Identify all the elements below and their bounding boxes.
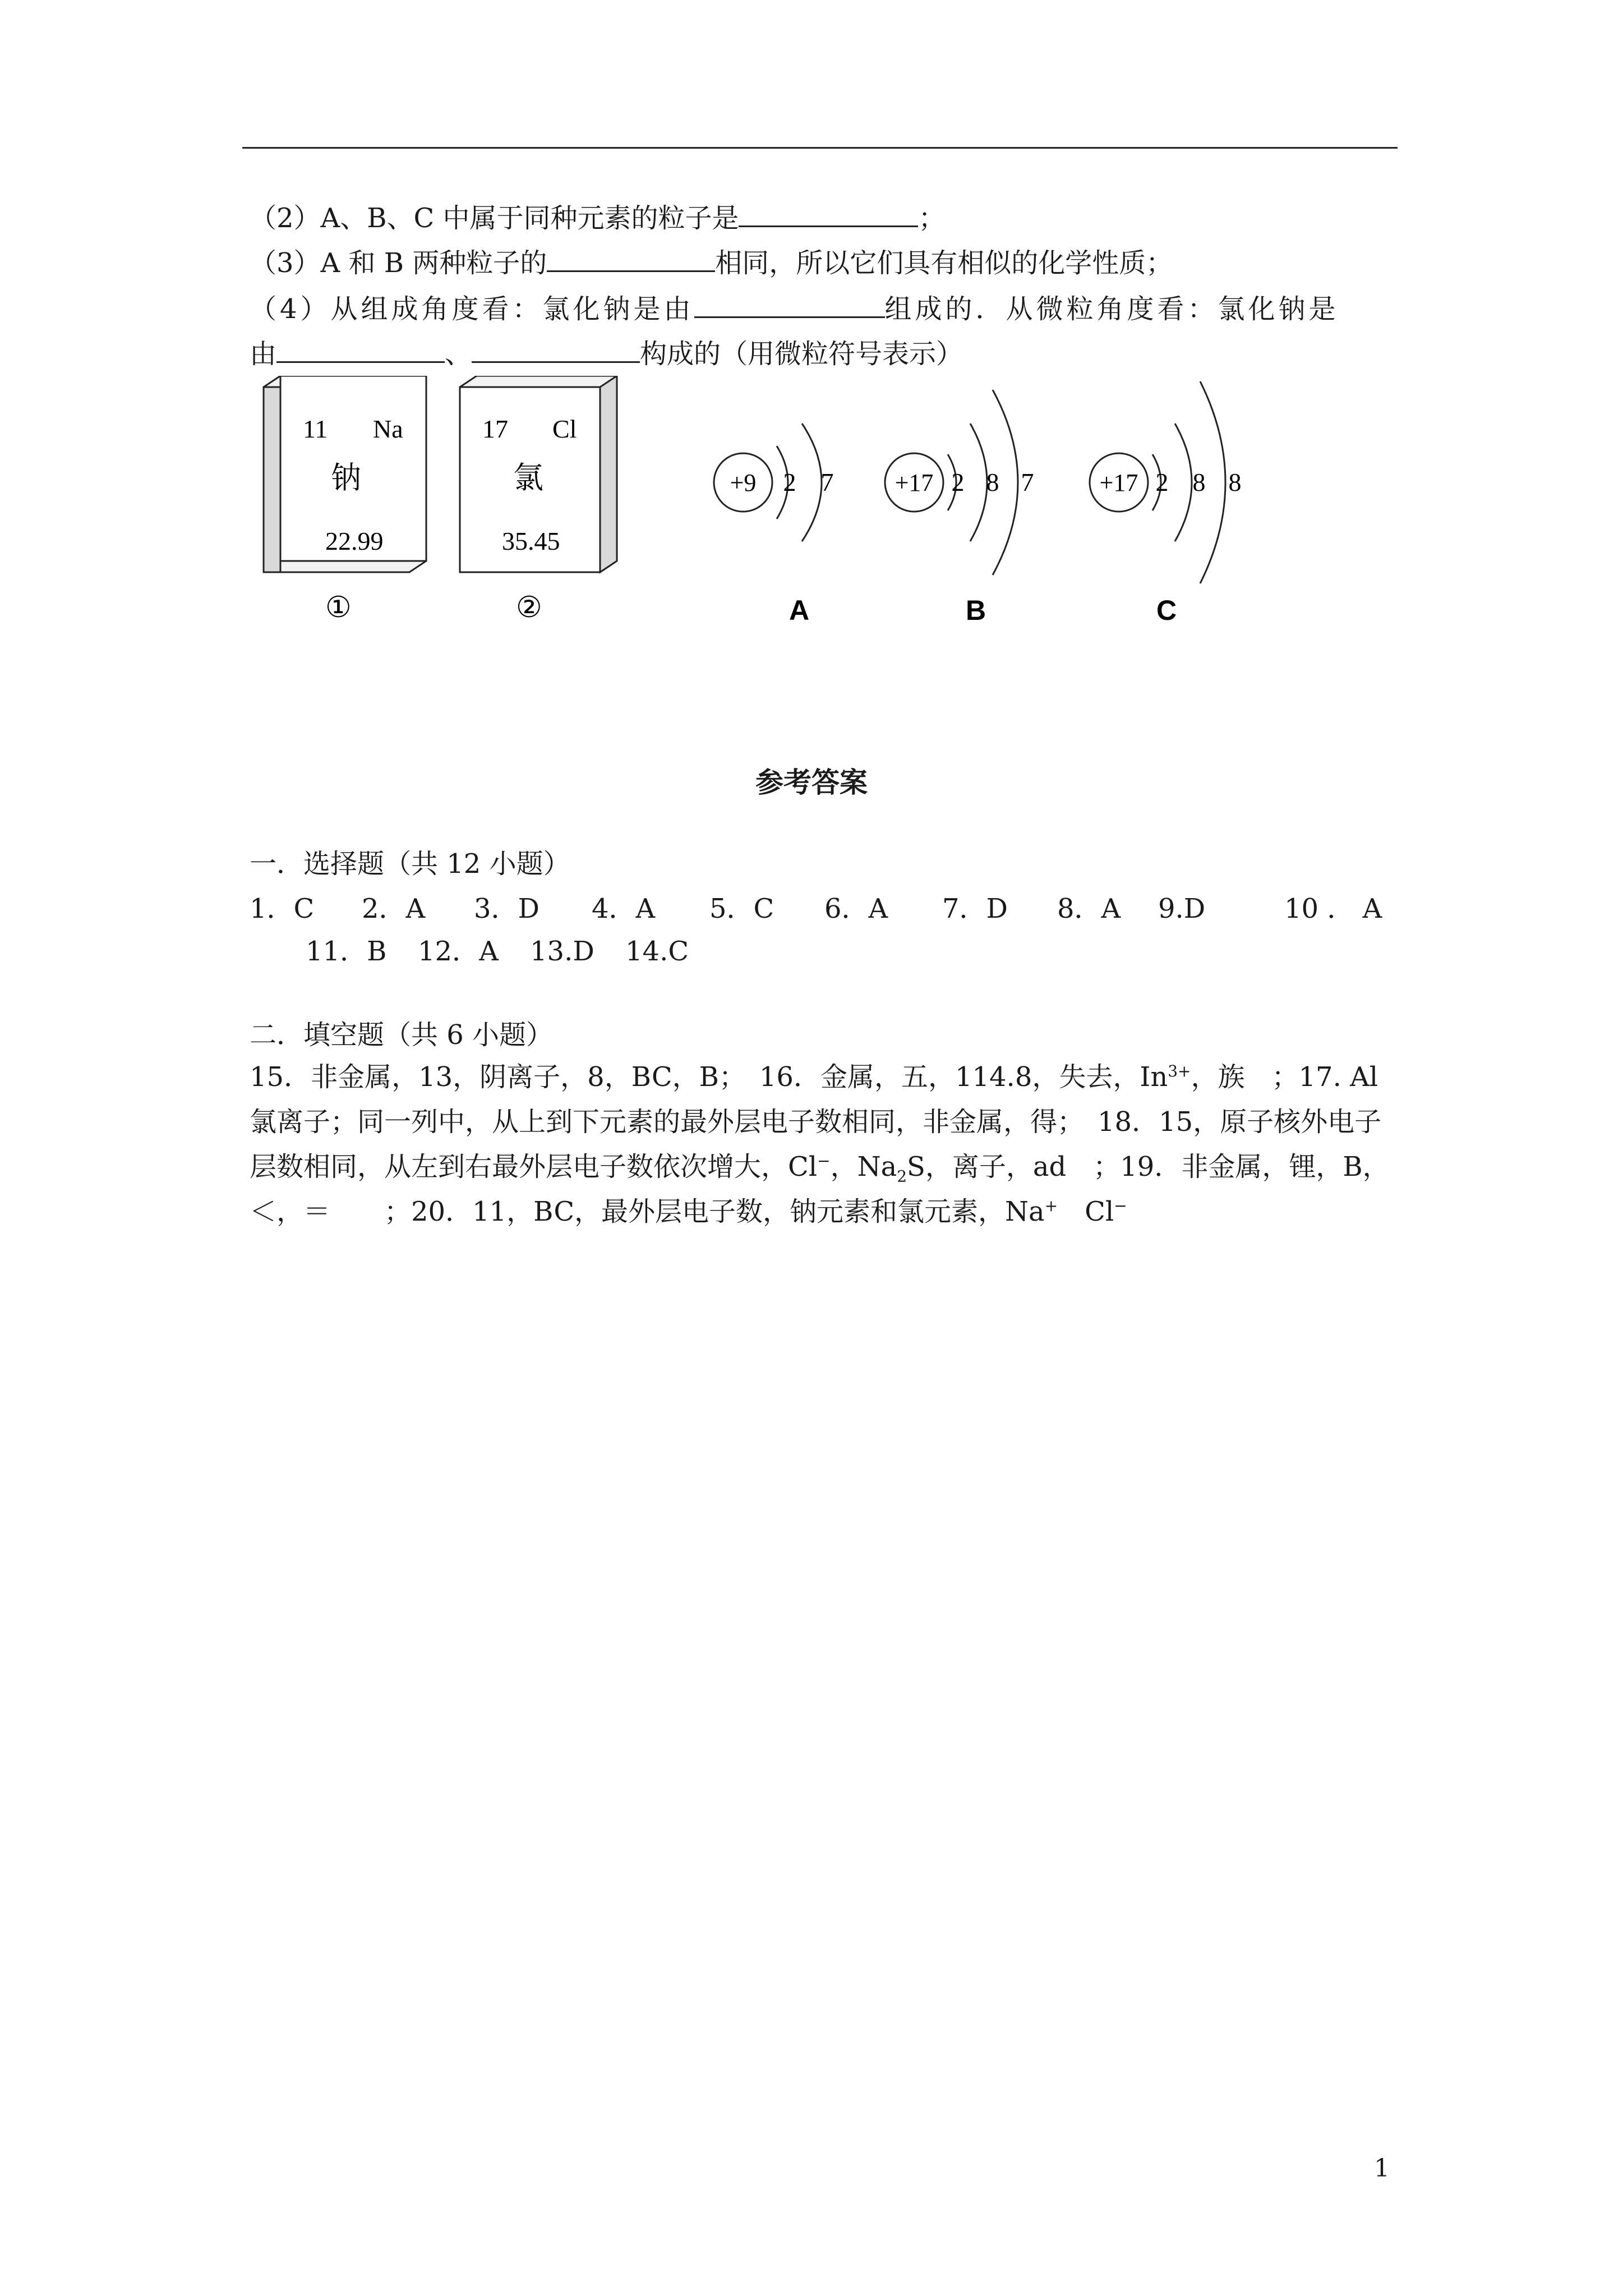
element-card-sodium	[264, 376, 426, 624]
section-2-heading: 二．填空题（共 6 小题）	[250, 1019, 554, 1051]
mc-answer: 6．A	[824, 893, 888, 924]
mc-answer: 3．D	[474, 893, 540, 924]
question-3	[250, 245, 1173, 280]
mc-answer: 7．D	[942, 893, 1008, 924]
mc-answers-row-2	[306, 935, 810, 968]
mc-answers-row-1	[250, 892, 1399, 926]
answer-text: 15．非金属，13，阴离子，8，BC，B； 16．金属，五，114.8，失去，In	[250, 1061, 1168, 1093]
card-2-name: 氯	[513, 460, 543, 495]
mc-answer: 1．C	[250, 893, 315, 924]
atom-a-shell-1: 2	[783, 468, 796, 496]
answer-text: ，Na	[830, 1151, 897, 1182]
subscript: 2	[897, 1167, 907, 1186]
answer-text: ，族 ；17. Al 氯离子；同一列中，从上到下元素的最外层电子数相同，非金属，得； 18．15，原子核外电子层数相同，从左到右最外层电子数依次增大，Cl	[250, 1061, 1382, 1182]
answer-blank	[472, 335, 640, 363]
question-2-text: （2）A、B、C 中属于同种元素的粒子是	[250, 203, 739, 234]
element-card-chlorine	[460, 376, 617, 624]
mc-answer: 14.C	[625, 936, 689, 967]
figure-drawing	[247, 376, 1301, 639]
card-1-symbol: Na	[373, 415, 403, 443]
superscript: +	[1044, 1197, 1058, 1215]
mc-answer: 12．A	[418, 936, 499, 967]
mc-answer: 10 ． A	[1284, 893, 1382, 924]
card-1-name: 钠	[331, 460, 361, 495]
atom-c-nucleus: +17	[1099, 469, 1138, 496]
card-1-mass: 22.99	[325, 527, 384, 555]
answers-title: 参考答案	[755, 766, 868, 799]
section-1-heading: 一．选择题（共 12 小题）	[250, 848, 570, 880]
question-3-suffix: 相同，所以它们具有相似的化学性质；	[715, 247, 1173, 279]
atom-b-nucleus: +17	[895, 469, 934, 496]
mc-answer: 8．A	[1057, 893, 1121, 924]
atom-b-shell-1: 2	[951, 468, 965, 496]
fill-blank-answers	[250, 1055, 1396, 1234]
atom-c-label: C	[1156, 595, 1177, 626]
answer-text: Cl	[1058, 1196, 1114, 1227]
answer-blank	[547, 245, 715, 272]
superscript: −	[1114, 1197, 1127, 1215]
card-2-symbol: Cl	[552, 415, 577, 443]
card-1-label: ①	[325, 592, 352, 624]
question-2-suffix: ；	[918, 203, 946, 234]
question-4-prefix: （4）从组成角度看：氯化钠是由	[250, 293, 694, 325]
question-4-line-2-prefix: 由	[250, 338, 277, 370]
atom-a-label: A	[789, 595, 810, 626]
atom-structure-a	[714, 424, 834, 626]
superscript: 3+	[1168, 1062, 1191, 1080]
question-4-line-2-suffix: 构成的（用微粒符号表示）	[640, 338, 963, 370]
mc-answer: 9.D	[1158, 893, 1206, 924]
question-3-prefix: （3）A 和 B 两种粒子的	[250, 247, 547, 279]
question-4-line-1	[250, 291, 1339, 326]
atom-c-shell-2: 8	[1192, 468, 1206, 496]
mc-answer: 2．A	[362, 893, 426, 924]
mc-answer: 11．B	[306, 936, 387, 967]
atom-structure-b	[885, 390, 1034, 626]
question-4-suffix: 组成的．从微粒角度看：氯化钠是	[884, 293, 1339, 325]
atom-b-shell-3: 7	[1021, 468, 1034, 496]
mc-answer: 5．C	[709, 893, 774, 924]
answer-blank	[739, 200, 918, 227]
answer-blank	[276, 335, 445, 363]
atom-b-label: B	[965, 595, 986, 626]
answer-text: S，离子，ad ；19．非金属，锂，B，＜，＝ ；20．11，BC，最外层电子数，钠元素和氯元素，Na	[250, 1151, 1390, 1227]
atom-structure-c	[1090, 381, 1242, 626]
card-2-number: 17	[482, 415, 508, 443]
card-2-mass: 35.45	[502, 527, 560, 555]
superscript: −	[817, 1152, 831, 1170]
atom-a-shell-2: 7	[820, 468, 834, 496]
atom-c-shell-1: 2	[1155, 468, 1169, 496]
page-number: 1	[1374, 2154, 1390, 2183]
question-2	[250, 200, 945, 235]
atom-a-nucleus: +9	[730, 469, 757, 496]
atom-b-shell-2: 8	[986, 468, 999, 496]
mc-answer: 13.D	[530, 936, 594, 967]
separator: 、	[445, 338, 472, 370]
header-rule	[242, 147, 1398, 149]
question-4-line-2	[250, 335, 963, 371]
atom-c-shell-3: 8	[1228, 468, 1242, 496]
card-2-label: ②	[516, 592, 542, 624]
mc-answer: 4．A	[592, 893, 656, 924]
figure	[247, 376, 1301, 639]
answer-blank	[694, 291, 885, 318]
card-1-number: 11	[303, 415, 328, 443]
